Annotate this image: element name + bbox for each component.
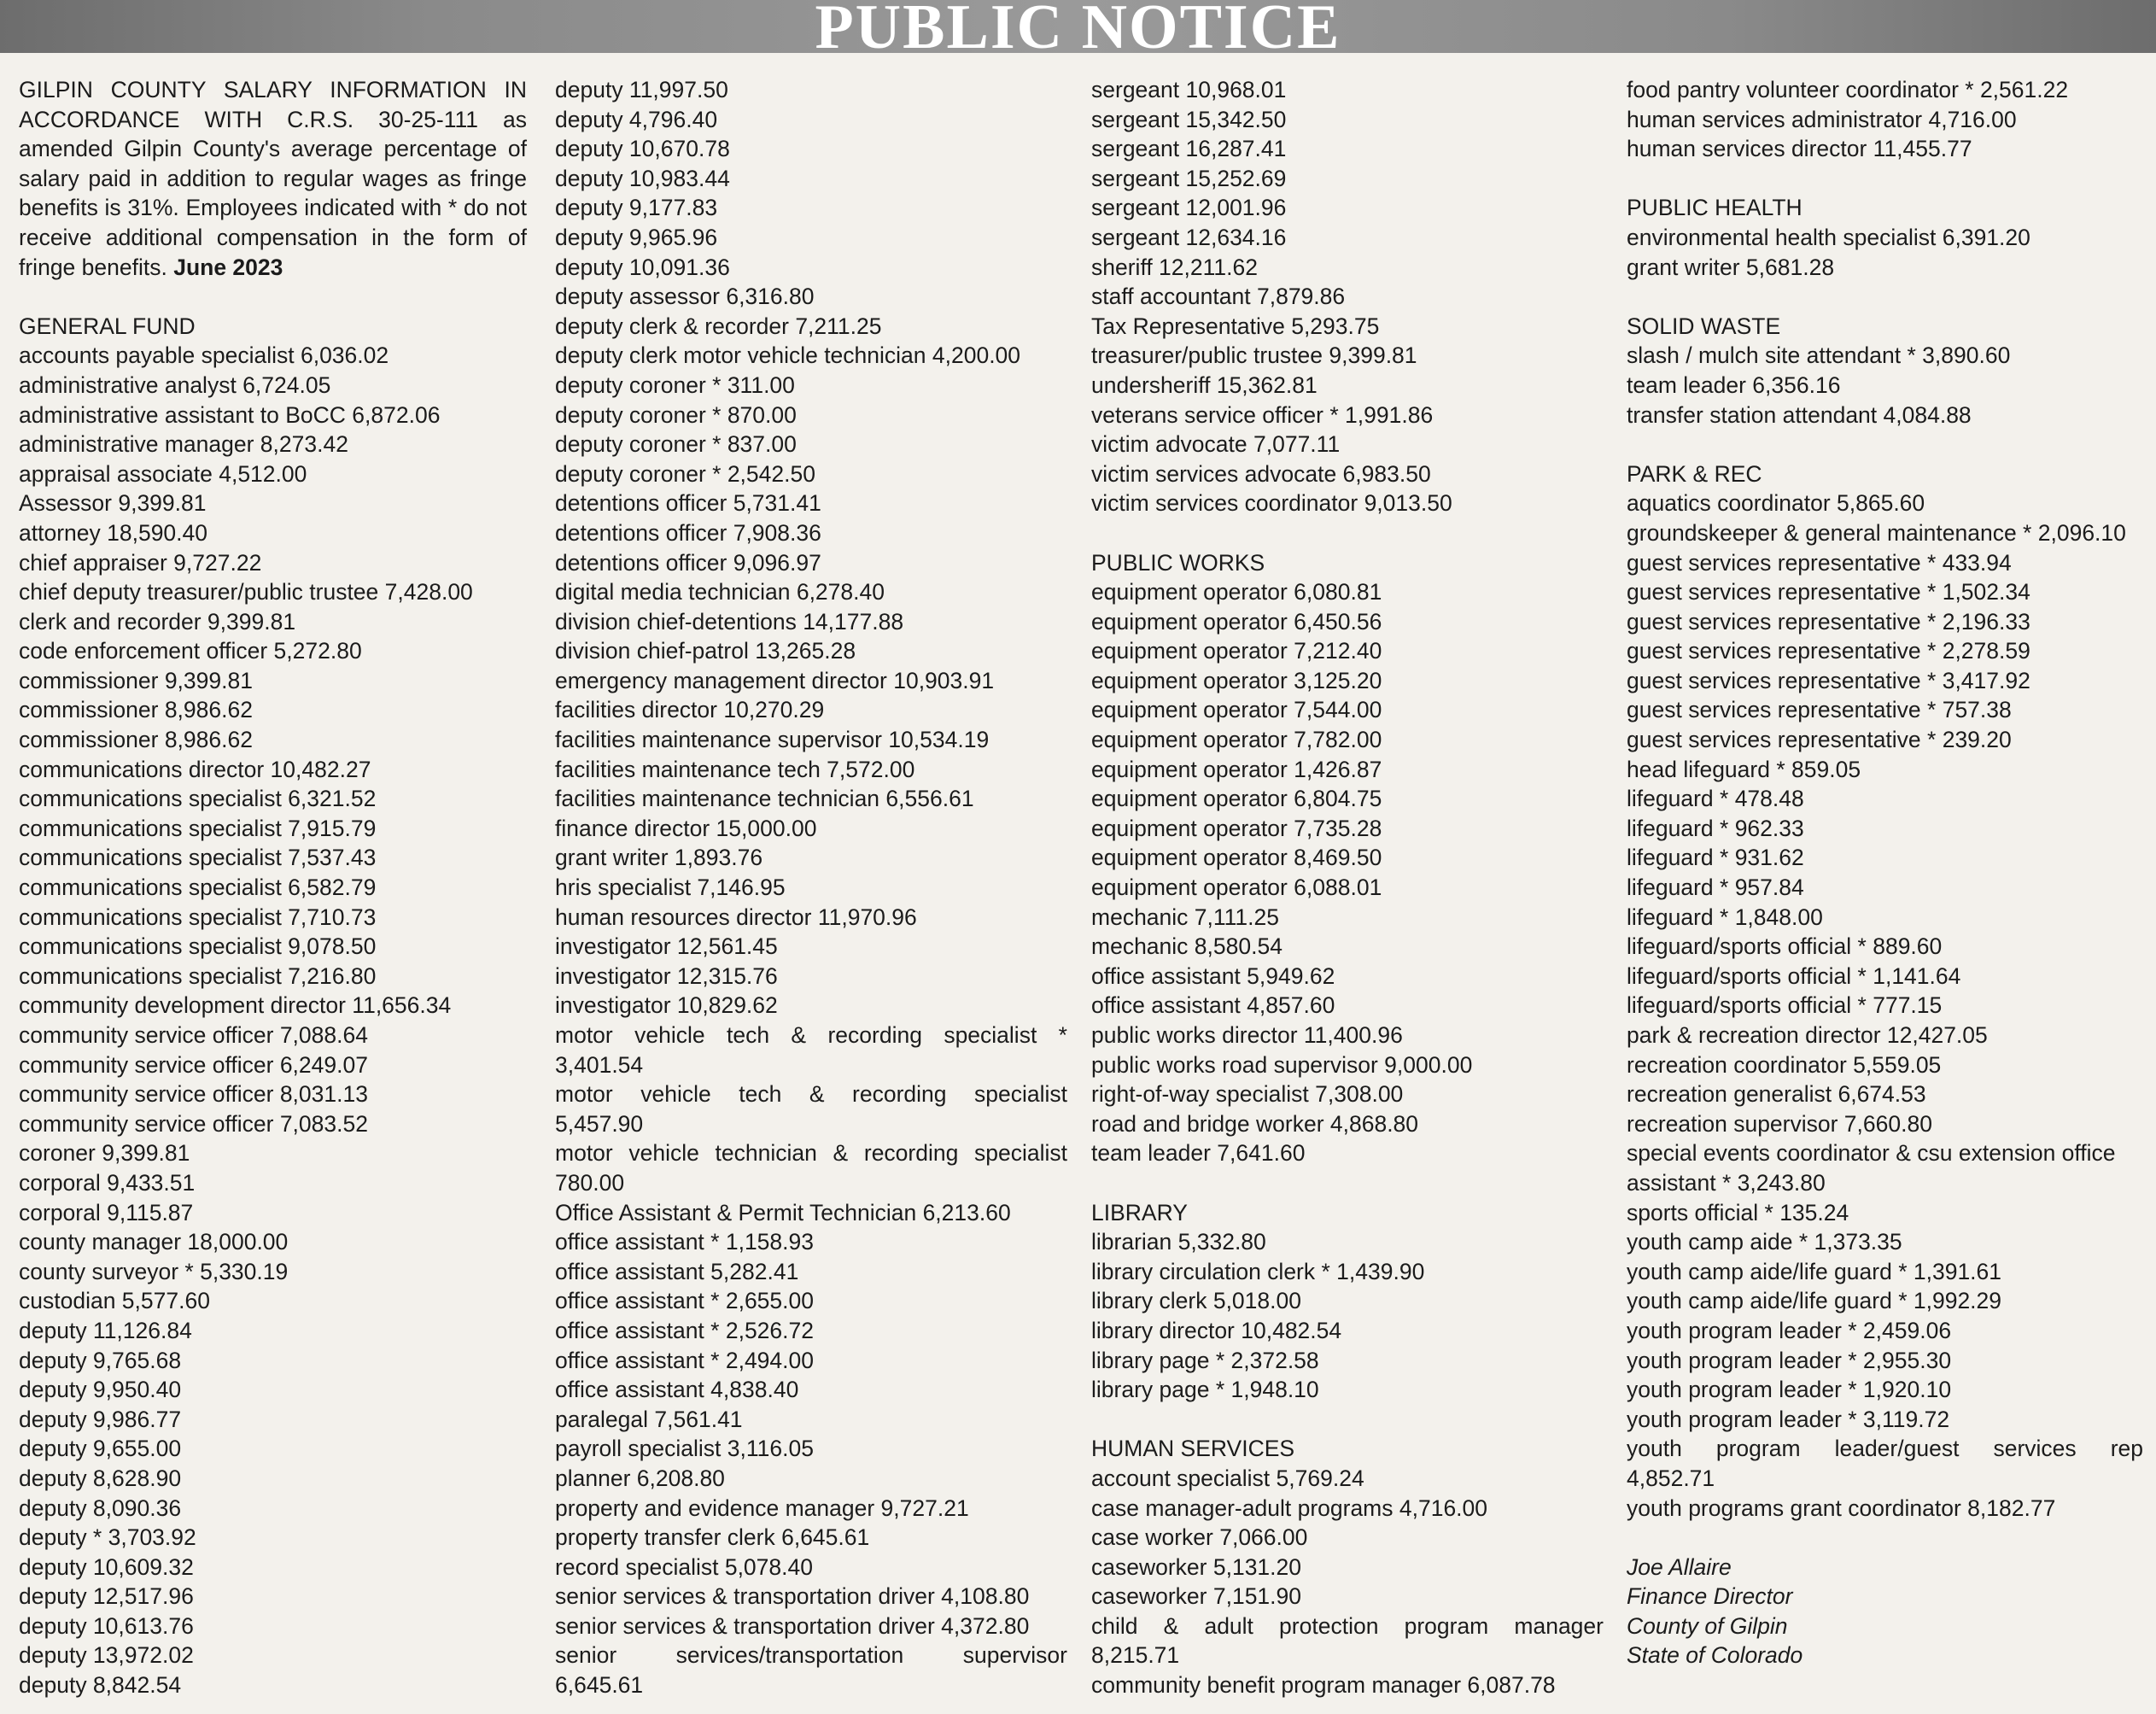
salary-entry: Tax Representative 5,293.75 bbox=[1091, 313, 1380, 339]
salary-entry: library circulation clerk * 1,439.90 bbox=[1091, 1258, 1425, 1284]
salary-entry: mechanic 7,111.25 bbox=[1091, 904, 1279, 930]
salary-entry: commissioner 8,986.62 bbox=[19, 727, 253, 753]
salary-entry: emergency management director 10,903.91 bbox=[555, 667, 995, 693]
salary-entry: lifeguard/sports official * 889.60 bbox=[1627, 933, 1943, 960]
salary-entry: equipment operator 7,782.00 bbox=[1091, 727, 1382, 753]
salary-entry: transfer station attendant 4,084.88 bbox=[1627, 401, 1972, 428]
salary-entry: recreation supervisor 7,660.80 bbox=[1627, 1110, 1932, 1137]
column-3 bbox=[1091, 75, 1604, 1700]
salary-entry: communications specialist 9,078.50 bbox=[19, 933, 377, 960]
salary-entry: deputy 9,986.77 bbox=[19, 1406, 182, 1432]
salary-entry: 6,645.61 bbox=[555, 1672, 644, 1699]
salary-entry: deputy 11,997.50 bbox=[555, 77, 728, 102]
salary-entry: equipment operator 8,469.50 bbox=[1091, 845, 1382, 871]
salary-entry: lifeguard * 957.84 bbox=[1627, 875, 1804, 901]
salary-entry: library clerk 5,018.00 bbox=[1091, 1288, 1301, 1314]
salary-entry: youth camp aide/life guard * 1,391.61 bbox=[1627, 1258, 2002, 1284]
salary-entry: deputy 8,842.54 bbox=[19, 1672, 182, 1699]
salary-entry: deputy 8,090.36 bbox=[19, 1495, 182, 1521]
salary-entry: motor vehicle tech & recording specialist bbox=[555, 1081, 1067, 1108]
salary-entry: sheriff 12,211.62 bbox=[1091, 254, 1258, 280]
salary-entry: team leader 7,641.60 bbox=[1091, 1140, 1306, 1167]
salary-entry: deputy 10,091.36 bbox=[555, 254, 730, 280]
salary-entry: equipment operator 6,804.75 bbox=[1091, 786, 1382, 812]
salary-entry: communications specialist 7,216.80 bbox=[19, 962, 377, 989]
human-services-list bbox=[1091, 1464, 1604, 1700]
salary-entry: sergeant 16,287.41 bbox=[1091, 136, 1287, 162]
salary-entry: equipment operator 6,088.01 bbox=[1091, 875, 1382, 901]
salary-entry: lifeguard * 931.62 bbox=[1627, 845, 1804, 871]
salary-entry: administrative assistant to BoCC 6,872.06 bbox=[19, 401, 441, 428]
salary-entry: deputy coroner * 870.00 bbox=[555, 401, 797, 428]
salary-entry: community service officer 8,031.13 bbox=[19, 1081, 368, 1108]
salary-entry: guest services representative * 433.94 bbox=[1627, 549, 2012, 576]
salary-entry: community service officer 7,088.64 bbox=[19, 1022, 368, 1048]
salary-entry: detentions officer 7,908.36 bbox=[555, 519, 821, 546]
salary-entry: finance director 15,000.00 bbox=[555, 815, 817, 841]
salary-entry: deputy 9,655.00 bbox=[19, 1436, 182, 1462]
salary-entry: communications specialist 7,710.73 bbox=[19, 904, 377, 930]
salary-entry: human resources director 11,970.96 bbox=[555, 904, 917, 930]
salary-entry: 4,852.71 bbox=[1627, 1465, 1715, 1491]
salary-entry: commissioner 8,986.62 bbox=[19, 697, 253, 723]
salary-entry: assistant * 3,243.80 bbox=[1627, 1169, 1826, 1196]
salary-entry: communications specialist 7,537.43 bbox=[19, 845, 377, 871]
salary-entry: deputy assessor 6,316.80 bbox=[555, 284, 815, 310]
salary-entry: environmental health specialist 6,391.20 bbox=[1627, 224, 2030, 250]
salary-entry: facilities maintenance supervisor 10,534.19 bbox=[555, 727, 990, 753]
salary-entry: victim advocate 7,077.11 bbox=[1091, 431, 1341, 458]
salary-entry: senior services & transportation driver 4,108.80 bbox=[555, 1583, 1030, 1610]
general-fund-list-continued bbox=[555, 75, 1067, 1700]
salary-entry: youth camp aide * 1,373.35 bbox=[1627, 1229, 1902, 1255]
salary-entry: deputy 9,950.40 bbox=[19, 1377, 182, 1403]
column-4 bbox=[1627, 75, 2143, 1670]
salary-entry: recreation coordinator 5,559.05 bbox=[1627, 1051, 1942, 1078]
salary-entry: coroner 9,399.81 bbox=[19, 1140, 190, 1167]
salary-entry: case manager-adult programs 4,716.00 bbox=[1091, 1495, 1488, 1521]
salary-entry: groundskeeper & general maintenance * 2,096.10 bbox=[1627, 519, 2126, 546]
general-fund-list bbox=[19, 341, 527, 1699]
library-list bbox=[1091, 1227, 1604, 1405]
park-rec-list bbox=[1627, 488, 2143, 1523]
salary-entry: equipment operator 3,125.20 bbox=[1091, 667, 1382, 693]
salary-entry: investigator 12,315.76 bbox=[555, 962, 778, 989]
salary-entry: youth program leader * 2,459.06 bbox=[1627, 1317, 1952, 1343]
salary-entry: deputy 13,972.02 bbox=[19, 1642, 194, 1669]
signature-name: Joe Allaire bbox=[1627, 1553, 1732, 1580]
intro-paragraph bbox=[19, 75, 527, 282]
salary-entry: investigator 12,561.45 bbox=[555, 933, 778, 960]
solid-waste-list bbox=[1627, 341, 2143, 430]
salary-entry: division chief-patrol 13,265.28 bbox=[555, 638, 856, 664]
salary-entry: child & adult protection program manager bbox=[1091, 1612, 1604, 1639]
salary-entry: guest services representative * 239.20 bbox=[1627, 727, 2012, 753]
salary-entry: deputy 9,965.96 bbox=[555, 224, 718, 250]
salary-entry: division chief-detentions 14,177.88 bbox=[555, 608, 904, 635]
salary-entry: community benefit program manager 6,087.78 bbox=[1091, 1672, 1556, 1699]
salary-entry: planner 6,208.80 bbox=[555, 1465, 725, 1491]
salary-entry: library director 10,482.54 bbox=[1091, 1317, 1342, 1343]
salary-entry: youth camp aide/life guard * 1,992.29 bbox=[1627, 1288, 2002, 1314]
salary-entry: communications specialist 6,321.52 bbox=[19, 786, 377, 812]
salary-entry: deputy * 3,703.92 bbox=[19, 1524, 196, 1551]
salary-entry: deputy 8,628.90 bbox=[19, 1465, 182, 1491]
salary-entry: office assistant * 2,655.00 bbox=[555, 1288, 814, 1314]
salary-entry: equipment operator 6,080.81 bbox=[1091, 579, 1382, 605]
salary-entry: slash / mulch site attendant * 3,890.60 bbox=[1627, 342, 2011, 369]
salary-entry: librarian 5,332.80 bbox=[1091, 1229, 1266, 1255]
salary-entry: deputy 10,609.32 bbox=[19, 1553, 194, 1580]
public-works-list bbox=[1091, 577, 1604, 1168]
salary-entry: equipment operator 7,735.28 bbox=[1091, 815, 1382, 841]
salary-entry: public works road supervisor 9,000.00 bbox=[1091, 1051, 1473, 1078]
salary-entry: road and bridge worker 4,868.80 bbox=[1091, 1110, 1419, 1137]
salary-entry: motor vehicle tech & recording specialist * bbox=[555, 1022, 1067, 1048]
salary-entry: investigator 10,829.62 bbox=[555, 992, 778, 1019]
salary-entry: detentions officer 5,731.41 bbox=[555, 490, 821, 517]
salary-entry: mechanic 8,580.54 bbox=[1091, 933, 1282, 960]
salary-entry: caseworker 5,131.20 bbox=[1091, 1553, 1302, 1580]
salary-entry: accounts payable specialist 6,036.02 bbox=[19, 342, 389, 369]
salary-entry: head lifeguard * 859.05 bbox=[1627, 756, 1861, 782]
salary-entry: food pantry volunteer coordinator * 2,561.22 bbox=[1627, 77, 2069, 102]
salary-entry: Office Assistant & Permit Technician 6,213.60 bbox=[555, 1199, 1011, 1226]
salary-entry: library page * 1,948.10 bbox=[1091, 1377, 1319, 1403]
section-heading-human-services: HUMAN SERVICES bbox=[1091, 1436, 1295, 1462]
salary-entry: corporal 9,115.87 bbox=[19, 1199, 194, 1226]
salary-entry: equipment operator 6,450.56 bbox=[1091, 608, 1382, 635]
salary-entry: deputy 4,796.40 bbox=[555, 106, 718, 132]
salary-entry: detentions officer 9,096.97 bbox=[555, 549, 821, 576]
salary-entry: custodian 5,577.60 bbox=[19, 1288, 210, 1314]
salary-entry: equipment operator 1,426.87 bbox=[1091, 756, 1382, 782]
section-heading-general-fund: GENERAL FUND bbox=[19, 313, 196, 339]
salary-entry: human services administrator 4,716.00 bbox=[1627, 106, 2017, 132]
salary-entry: record specialist 5,078.40 bbox=[555, 1553, 813, 1580]
salary-entry: sergeant 15,342.50 bbox=[1091, 106, 1287, 132]
salary-entry: hris specialist 7,146.95 bbox=[555, 875, 786, 901]
salary-entry: deputy coroner * 311.00 bbox=[555, 371, 795, 398]
salary-entry: library page * 2,372.58 bbox=[1091, 1347, 1319, 1373]
salary-entry: lifeguard/sports official * 1,141.64 bbox=[1627, 962, 1961, 989]
salary-entry: account specialist 5,769.24 bbox=[1091, 1465, 1364, 1491]
salary-entry: youth programs grant coordinator 8,182.77 bbox=[1627, 1495, 2056, 1521]
salary-entry: victim services advocate 6,983.50 bbox=[1091, 460, 1431, 487]
salary-entry: youth program leader/guest services rep bbox=[1627, 1436, 2143, 1462]
signature-county: County of Gilpin bbox=[1627, 1612, 1788, 1639]
salary-entry: 3,401.54 bbox=[555, 1051, 644, 1078]
signature-title: Finance Director bbox=[1627, 1583, 1793, 1610]
salary-entry: caseworker 7,151.90 bbox=[1091, 1583, 1302, 1610]
salary-entry: county manager 18,000.00 bbox=[19, 1229, 289, 1255]
salary-entry: facilities maintenance tech 7,572.00 bbox=[555, 756, 915, 782]
salary-entry: treasurer/public trustee 9,399.81 bbox=[1091, 342, 1417, 369]
salary-entry: office assistant 4,857.60 bbox=[1091, 992, 1335, 1019]
salary-entry: human services director 11,455.77 bbox=[1627, 136, 1972, 162]
salary-entry: case worker 7,066.00 bbox=[1091, 1524, 1308, 1551]
salary-entry: facilities maintenance technician 6,556.61 bbox=[555, 786, 974, 812]
salary-entry: youth program leader * 1,920.10 bbox=[1627, 1377, 1952, 1403]
salary-entry: sports official * 135.24 bbox=[1627, 1199, 1849, 1226]
salary-entry: community development director 11,656.34 bbox=[19, 992, 452, 1019]
salary-entry: chief appraiser 9,727.22 bbox=[19, 549, 262, 576]
salary-entry: property and evidence manager 9,727.21 bbox=[555, 1495, 969, 1521]
salary-entry: sergeant 12,634.16 bbox=[1091, 224, 1287, 250]
salary-entry: lifeguard * 1,848.00 bbox=[1627, 904, 1823, 930]
salary-entry: sergeant 10,968.01 bbox=[1091, 77, 1287, 102]
salary-entry: Assessor 9,399.81 bbox=[19, 490, 207, 517]
salary-entry: paralegal 7,561.41 bbox=[555, 1406, 743, 1432]
salary-entry: grant writer 5,681.28 bbox=[1627, 254, 1835, 280]
salary-entry: senior services/transportation supervisor bbox=[555, 1642, 1067, 1669]
salary-entry: youth program leader * 3,119.72 bbox=[1627, 1406, 1950, 1432]
salary-entry: administrative manager 8,273.42 bbox=[19, 431, 348, 458]
salary-entry: attorney 18,590.40 bbox=[19, 519, 208, 546]
salary-entry: undersheriff 15,362.81 bbox=[1091, 371, 1318, 398]
salary-entry: deputy coroner * 2,542.50 bbox=[555, 460, 815, 487]
intro-text: GILPIN COUNTY SALARY INFORMATION IN ACCORDANCE WITH C.R.S. 30-25-111 as amended Gilpin County's average percentage of salary paid in addition to regular wages as fringe benefits is 31%. Employees indicated with * do not receive additional compensation in the form of fringe benefits. bbox=[19, 77, 527, 280]
salary-entry: deputy 12,517.96 bbox=[19, 1583, 194, 1610]
salary-entry: communications specialist 7,915.79 bbox=[19, 815, 377, 841]
salary-entry: victim services coordinator 9,013.50 bbox=[1091, 490, 1452, 517]
salary-entry: public works director 11,400.96 bbox=[1091, 1022, 1403, 1048]
salary-entry: senior services & transportation driver 4,372.80 bbox=[555, 1612, 1030, 1639]
salary-entry: deputy 10,983.44 bbox=[555, 165, 730, 191]
salary-entry: deputy coroner * 837.00 bbox=[555, 431, 797, 458]
salary-entry: facilities director 10,270.29 bbox=[555, 697, 825, 723]
notice-columns bbox=[0, 75, 2156, 1711]
salary-entry: guest services representative * 2,196.33 bbox=[1627, 608, 2030, 635]
section-heading-public-works: PUBLIC WORKS bbox=[1091, 549, 1265, 576]
salary-entry: aquatics coordinator 5,865.60 bbox=[1627, 490, 1925, 517]
salary-entry: code enforcement officer 5,272.80 bbox=[19, 638, 362, 664]
section-heading-library: LIBRARY bbox=[1091, 1199, 1188, 1226]
salary-entry: right-of-way specialist 7,308.00 bbox=[1091, 1081, 1404, 1108]
section-heading-public-health: PUBLIC HEALTH bbox=[1627, 195, 1803, 221]
public-health-list bbox=[1627, 223, 2143, 282]
salary-entry: lifeguard * 478.48 bbox=[1627, 786, 1804, 812]
salary-entry: guest services representative * 757.38 bbox=[1627, 697, 2012, 723]
salary-entry: team leader 6,356.16 bbox=[1627, 371, 1841, 398]
salary-entry: community service officer 6,249.07 bbox=[19, 1051, 368, 1078]
human-services-list-continued bbox=[1627, 75, 2143, 164]
salary-entry: office assistant 5,282.41 bbox=[555, 1258, 799, 1284]
salary-entry: chief deputy treasurer/public trustee 7,428.00 bbox=[19, 579, 473, 605]
salary-entry: veterans service officer * 1,991.86 bbox=[1091, 401, 1434, 428]
salary-entry: county surveyor * 5,330.19 bbox=[19, 1258, 289, 1284]
salary-entry: digital media technician 6,278.40 bbox=[555, 579, 885, 605]
column-2 bbox=[555, 75, 1067, 1700]
salary-entry: deputy clerk motor vehicle technician 4,200.00 bbox=[555, 342, 1021, 369]
signature-block bbox=[1627, 1553, 2143, 1670]
column-1 bbox=[19, 75, 527, 1700]
salary-entry: special events coordinator & csu extension office bbox=[1627, 1140, 2116, 1167]
salary-entry: office assistant * 2,526.72 bbox=[555, 1317, 814, 1343]
salary-entry: sergeant 15,252.69 bbox=[1091, 165, 1287, 191]
salary-entry: corporal 9,433.51 bbox=[19, 1169, 196, 1196]
salary-entry: commissioner 9,399.81 bbox=[19, 667, 253, 693]
salary-entry: communications specialist 6,582.79 bbox=[19, 875, 377, 901]
salary-entry: office assistant 5,949.62 bbox=[1091, 962, 1335, 989]
section-heading-solid-waste: SOLID WASTE bbox=[1627, 313, 1781, 339]
salary-entry: deputy 10,670.78 bbox=[555, 136, 730, 162]
salary-entry: 8,215.71 bbox=[1091, 1642, 1180, 1669]
salary-entry: office assistant * 2,494.00 bbox=[555, 1347, 814, 1373]
salary-entry: clerk and recorder 9,399.81 bbox=[19, 608, 296, 635]
salary-entry: deputy 11,126.84 bbox=[19, 1317, 192, 1343]
salary-entry: lifeguard * 962.33 bbox=[1627, 815, 1804, 841]
salary-entry: equipment operator 7,544.00 bbox=[1091, 697, 1382, 723]
salary-entry: sergeant 12,001.96 bbox=[1091, 195, 1287, 221]
page-title: PUBLIC NOTICE bbox=[815, 0, 1341, 62]
salary-entry: guest services representative * 1,502.34 bbox=[1627, 579, 2030, 605]
salary-entry: deputy 10,613.76 bbox=[19, 1612, 194, 1639]
salary-entry: lifeguard/sports official * 777.15 bbox=[1627, 992, 1943, 1019]
salary-entry: motor vehicle technician & recording specialist bbox=[555, 1140, 1067, 1167]
salary-entry: communications director 10,482.27 bbox=[19, 756, 371, 782]
salary-entry: equipment operator 7,212.40 bbox=[1091, 638, 1382, 664]
salary-entry: youth program leader * 2,955.30 bbox=[1627, 1347, 1952, 1373]
salary-entry: deputy 9,765.68 bbox=[19, 1347, 182, 1373]
section-heading-park-rec: PARK & REC bbox=[1627, 460, 1762, 487]
salary-entry: office assistant 4,838.40 bbox=[555, 1377, 799, 1403]
salary-entry: guest services representative * 3,417.92 bbox=[1627, 667, 2030, 693]
salary-entry: property transfer clerk 6,645.61 bbox=[555, 1524, 870, 1551]
salary-entry: deputy clerk & recorder 7,211.25 bbox=[555, 313, 882, 339]
salary-entry: administrative analyst 6,724.05 bbox=[19, 371, 331, 398]
salary-entry: community service officer 7,083.52 bbox=[19, 1110, 368, 1137]
masthead-banner bbox=[0, 0, 2156, 62]
salary-entry: guest services representative * 2,278.59 bbox=[1627, 638, 2030, 664]
salary-entry: grant writer 1,893.76 bbox=[555, 845, 763, 871]
salary-entry: park & recreation director 12,427.05 bbox=[1627, 1022, 1988, 1048]
general-fund-list-continued-2 bbox=[1091, 75, 1604, 518]
salary-entry: 780.00 bbox=[555, 1169, 625, 1196]
salary-entry: appraisal associate 4,512.00 bbox=[19, 460, 307, 487]
salary-entry: office assistant * 1,158.93 bbox=[555, 1229, 814, 1255]
salary-entry: staff accountant 7,879.86 bbox=[1091, 284, 1346, 310]
salary-entry: payroll specialist 3,116.05 bbox=[555, 1436, 814, 1462]
intro-date: June 2023 bbox=[173, 254, 283, 280]
salary-entry: 5,457.90 bbox=[555, 1110, 644, 1137]
salary-entry: deputy 9,177.83 bbox=[555, 195, 718, 221]
salary-entry: recreation generalist 6,674.53 bbox=[1627, 1081, 1926, 1108]
signature-state: State of Colorado bbox=[1627, 1642, 1803, 1669]
